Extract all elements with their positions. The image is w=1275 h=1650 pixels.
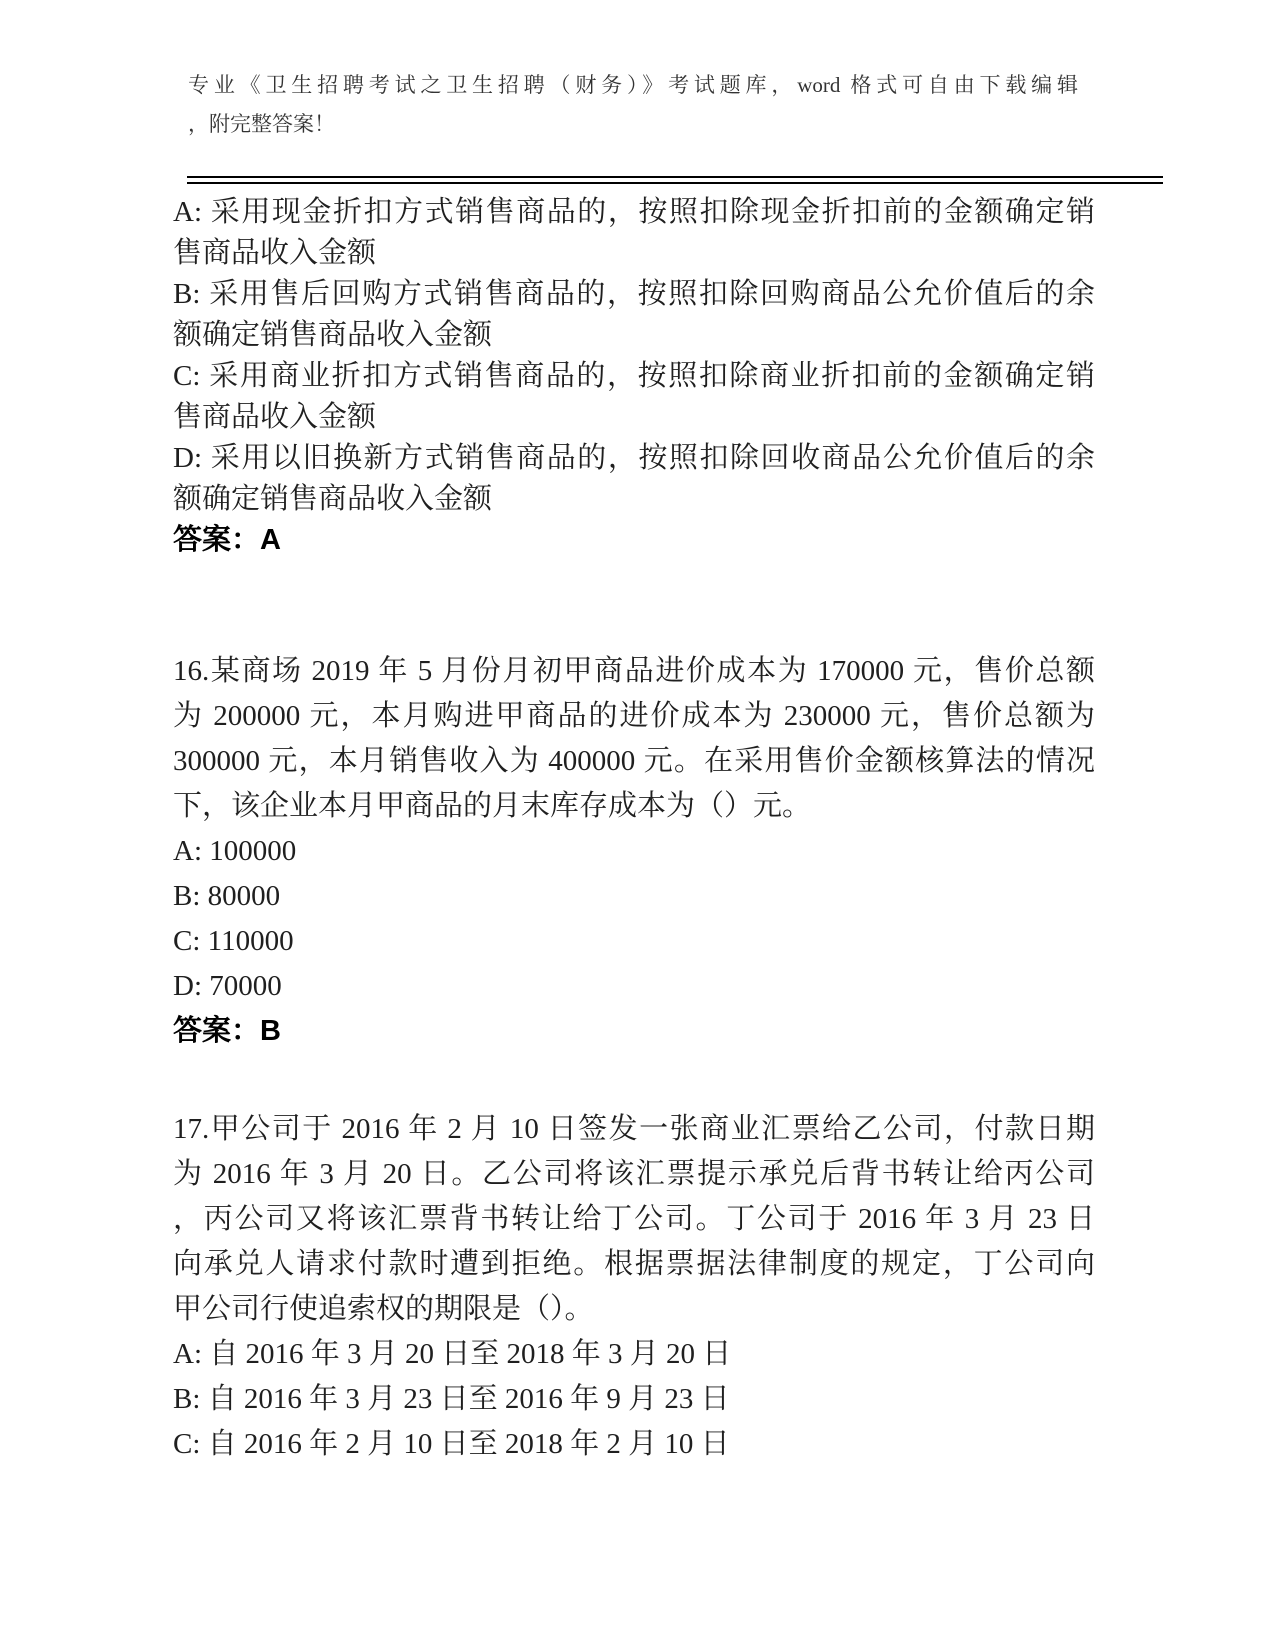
option-paragraph <box>173 1377 1095 1422</box>
text-line: B: 自 2016 年 3 月 23 日至 2016 年 9 月 23 日 <box>173 1383 730 1415</box>
text-line: 售商品收入金额 <box>173 237 377 269</box>
option-paragraph <box>173 919 1095 964</box>
text-line: 下，该企业本月甲商品的月末库存成本为（）元。 <box>173 790 812 822</box>
text-line: 答案：A <box>173 524 281 556</box>
option-paragraph <box>173 274 1095 356</box>
text-line: 为 200000 元，本月购进甲商品的进价成本为 230000 元，售价总额为 <box>173 700 1095 732</box>
text-line: 甲公司行使追索权的期限是（）。 <box>173 1293 594 1325</box>
text-line: 16.某商场 2019 年 5 月份月初甲商品进价成本为 170000 元，售价总额 <box>173 655 1095 687</box>
text-line: 为 2016 年 3 月 20 日。乙公司将该汇票提示承兑后背书转让给丙公司 <box>173 1158 1095 1190</box>
text-line: B: 采用售后回购方式销售商品的，按照扣除回购商品公允价值后的余 <box>173 278 1095 310</box>
question-paragraph <box>173 649 1095 829</box>
option-paragraph <box>173 192 1095 274</box>
text-line: A: 100000 <box>173 835 297 867</box>
text-line: C: 自 2016 年 2 月 10 日至 2018 年 2 月 10 日 <box>173 1428 730 1460</box>
answer-paragraph <box>173 520 1095 561</box>
text-line: 售商品收入金额 <box>173 401 377 433</box>
document-header <box>188 66 1078 144</box>
header-text-line: 专业《卫生招聘考试之卫生招聘（财务）》考试题库，word 格式可自由下载编辑 <box>188 73 1078 97</box>
text-line: C: 110000 <box>173 925 294 957</box>
text-line: A: 自 2016 年 3 月 20 日至 2018 年 3 月 20 日 <box>173 1338 732 1370</box>
option-paragraph <box>173 874 1095 919</box>
text-line: A: 采用现金折扣方式销售商品的，按照扣除现金折扣前的金额确定销 <box>173 196 1095 228</box>
option-paragraph <box>173 829 1095 874</box>
question-paragraph <box>173 1107 1095 1332</box>
header-divider <box>187 176 1163 184</box>
text-line: 向承兑人请求付款时遭到拒绝。根据票据法律制度的规定，丁公司向 <box>173 1248 1095 1280</box>
header-text-line: ，附完整答案！ <box>188 112 335 136</box>
text-line: 额确定销售商品收入金额 <box>173 319 493 351</box>
document-body <box>173 192 1095 1467</box>
question-block <box>173 1107 1095 1467</box>
text-line: D: 70000 <box>173 970 282 1002</box>
option-paragraph <box>173 356 1095 438</box>
text-line: 答案：B <box>173 1015 281 1047</box>
answer-paragraph <box>173 1009 1095 1054</box>
text-line: 额确定销售商品收入金额 <box>173 483 493 515</box>
text-line: 17.甲公司于 2016 年 2 月 10 日签发一张商业汇票给乙公司，付款日期 <box>173 1113 1095 1145</box>
option-paragraph <box>173 1422 1095 1467</box>
option-paragraph <box>173 1332 1095 1377</box>
text-line: ，丙公司又将该汇票背书转让给丁公司。丁公司于 2016 年 3 月 23 日 <box>173 1203 1095 1235</box>
question-block <box>173 192 1095 561</box>
text-line: B: 80000 <box>173 880 281 912</box>
option-paragraph <box>173 964 1095 1009</box>
question-block <box>173 649 1095 1054</box>
text-line: 300000 元，本月销售收入为 400000 元。在采用售价金额核算法的情况 <box>173 745 1095 777</box>
text-line: D: 采用以旧换新方式销售商品的，按照扣除回收商品公允价值后的余 <box>173 442 1095 474</box>
text-line: C: 采用商业折扣方式销售商品的，按照扣除商业折扣前的金额确定销 <box>173 360 1095 392</box>
option-paragraph <box>173 438 1095 520</box>
